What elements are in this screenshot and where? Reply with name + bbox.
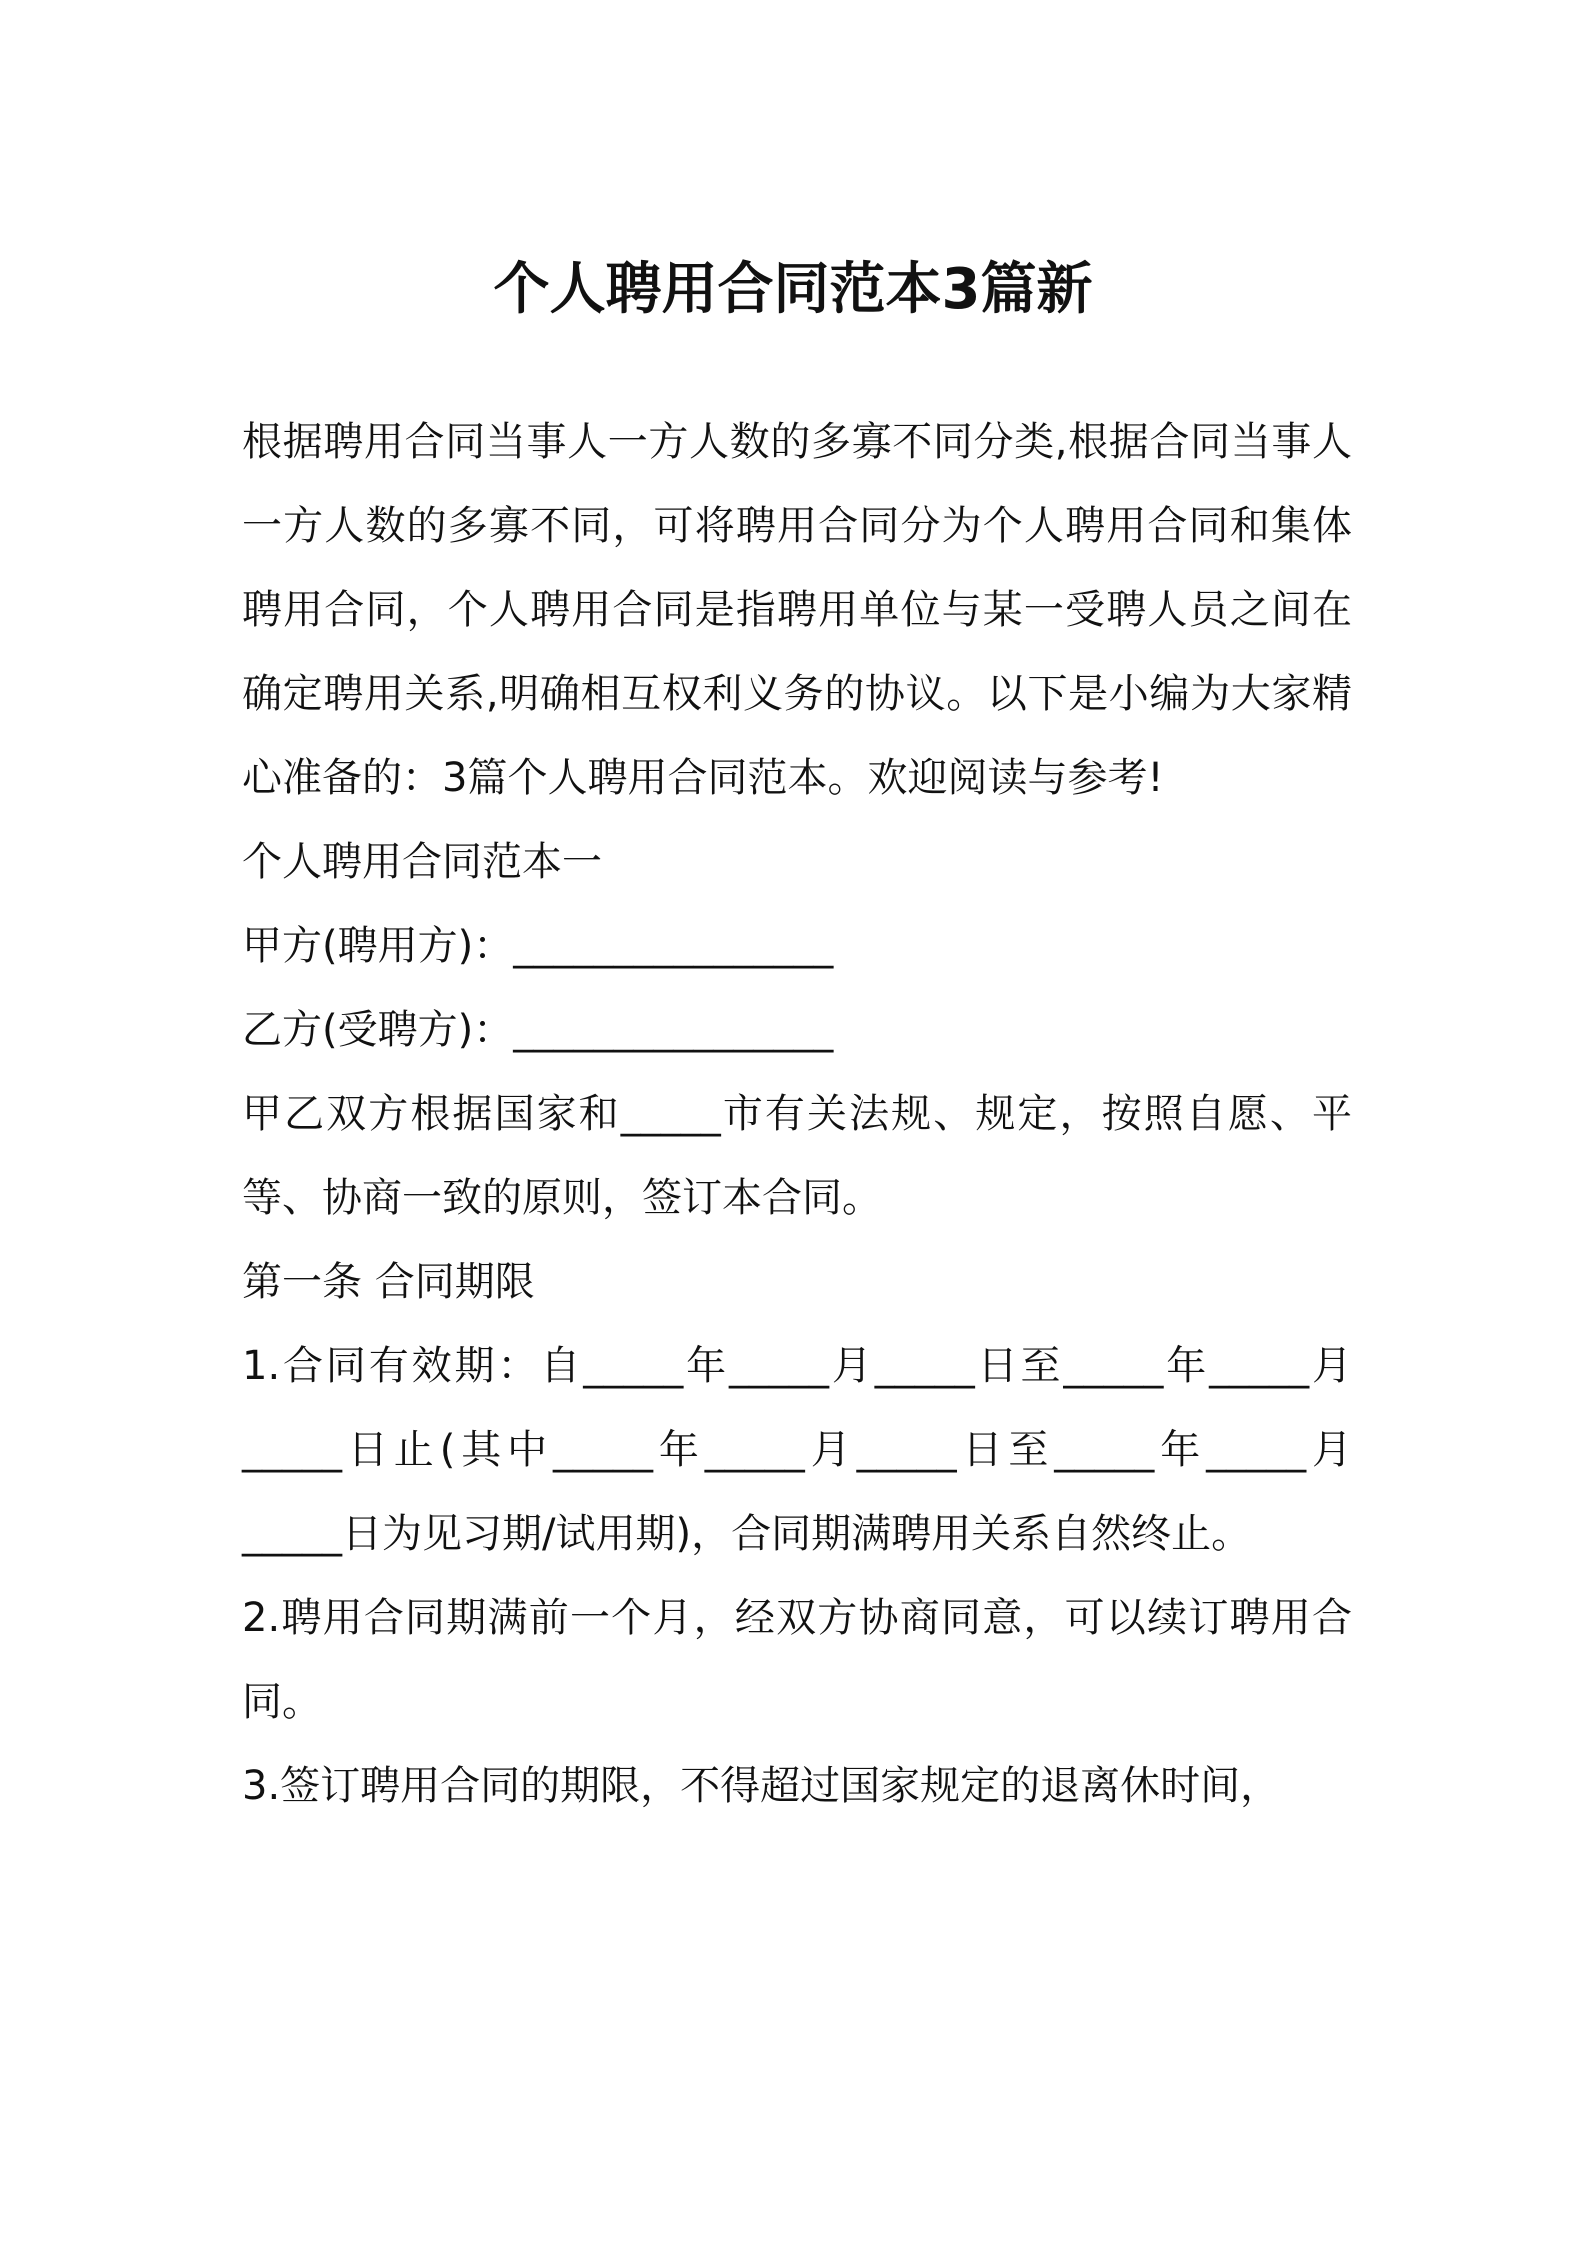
party-a-line: 甲方(聘用方)：________________ bbox=[242, 923, 834, 969]
party-b-line: 乙方(受聘方)：________________ bbox=[242, 1007, 834, 1053]
preamble-paragraph: 甲乙双方根据国家和_____市有关法规、规定，按照自愿、平等、协商一致的原则，签订本合同。 bbox=[242, 1091, 1352, 1221]
intro-paragraph: 根据聘用合同当事人一方人数的多寡不同分类,根据合同当事人一方人数的多寡不同，可将聘用合同分为个人聘用合同和集体聘用合同，个人聘用合同是指聘用单位与某一受聘人员之间在确定聘用关系,明确相互权利义务的协议。以下是小编为大家精心准备的：3篇个人聘用合同范本。欢迎阅读与参考! bbox=[242, 419, 1352, 801]
section-title: 个人聘用合同范本一 bbox=[242, 839, 602, 885]
document-body bbox=[242, 400, 1352, 1828]
document-title: 个人聘用合同范本3篇新 bbox=[493, 257, 1093, 322]
clause-3-paragraph: 3.签订聘用合同的期限，不得超过国家规定的退离休时间， bbox=[242, 1763, 1281, 1809]
clause-1-paragraph: 1.合同有效期：自_____年_____月_____日至_____年_____月_____日止(其中_____年_____月_____日至_____年_____月_____日为见习期/试用期)，合同期满聘用关系自然终止。 bbox=[242, 1343, 1352, 1557]
clause-2-paragraph: 2.聘用合同期满前一个月，经双方协商同意，可以续订聘用合同。 bbox=[242, 1595, 1352, 1725]
article-1-title: 第一条 合同期限 bbox=[242, 1259, 535, 1305]
